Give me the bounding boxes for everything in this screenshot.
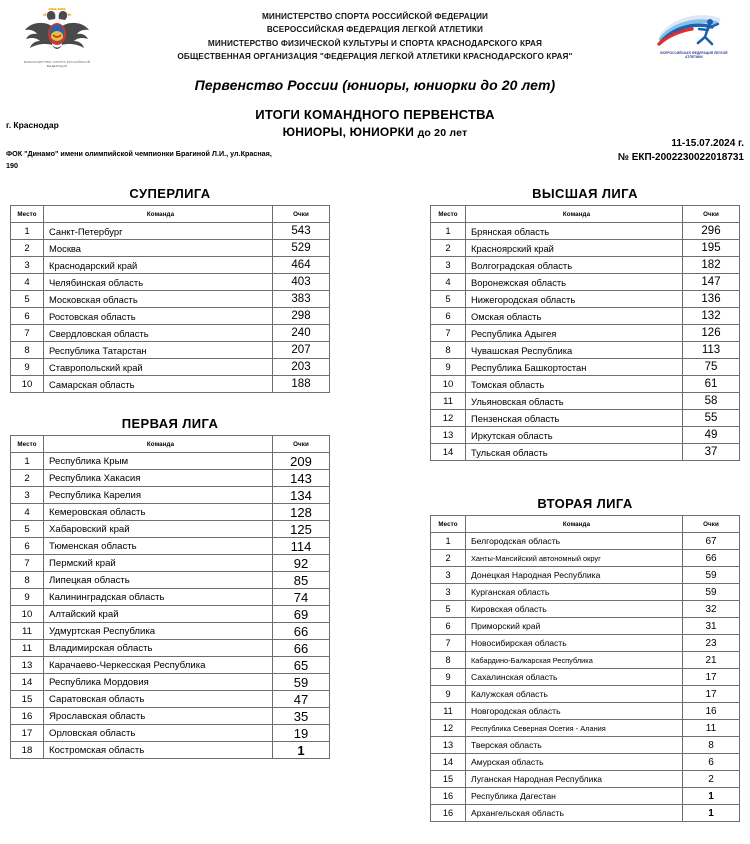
table-row — [11, 742, 330, 759]
cell-rank: 9 — [431, 686, 466, 703]
cell-points: 543 — [273, 223, 330, 240]
cell-points: 66 — [273, 640, 330, 657]
cell-team: Республика Мордовия — [44, 674, 273, 691]
cell-team: Ростовская область — [44, 308, 273, 325]
cell-team: Амурская область — [466, 754, 683, 771]
cell-rank: 7 — [11, 325, 44, 342]
superleague-rows — [11, 223, 330, 393]
cell-team: Белгородская область — [466, 533, 683, 550]
cell-rank: 11 — [431, 703, 466, 720]
table-row — [431, 669, 740, 686]
cell-points: 85 — [273, 572, 330, 589]
cell-points: 143 — [273, 470, 330, 487]
cell-team: Свердловская область — [44, 325, 273, 342]
table-row — [11, 223, 330, 240]
cell-team: Воронежская область — [466, 274, 683, 291]
table-row — [431, 376, 740, 393]
cell-points: 19 — [273, 725, 330, 742]
second-league-block — [430, 496, 740, 822]
cell-team: Алтайский край — [44, 606, 273, 623]
results-subtitle-main: ЮНИОРЫ, ЮНИОРКИ — [282, 124, 415, 139]
cell-rank: 8 — [11, 572, 44, 589]
table-row — [11, 240, 330, 257]
table-row — [11, 487, 330, 504]
cell-points: 1 — [683, 788, 740, 805]
results-subtitle-small: до 20 лет — [417, 126, 468, 139]
column-header-rank: Место — [431, 206, 466, 223]
cell-rank: 10 — [11, 376, 44, 393]
table-row — [431, 771, 740, 788]
table-row — [431, 291, 740, 308]
cell-rank: 3 — [431, 584, 466, 601]
column-header-team: Команда — [466, 516, 683, 533]
cell-team: Костромская область — [44, 742, 273, 759]
cell-rank: 6 — [431, 308, 466, 325]
higher-league-title: ВЫСШАЯ ЛИГА — [532, 186, 638, 201]
championship-title: Первенство России (юниоры, юниорки до 20 лет) — [194, 76, 556, 93]
cell-points: 17 — [683, 669, 740, 686]
table-row — [11, 623, 330, 640]
cell-team: Орловская область — [44, 725, 273, 742]
table-row — [11, 453, 330, 470]
org-line-2: ВСЕРОССИЙСКАЯ ФЕДЕРАЦИЯ ЛЕГКОЙ АТЛЕТИКИ — [266, 25, 484, 35]
cell-rank: 10 — [431, 376, 466, 393]
cell-points: 128 — [273, 504, 330, 521]
column-header-rank: Место — [11, 206, 44, 223]
cell-rank: 14 — [431, 754, 466, 771]
cell-team: Ульяновская область — [466, 393, 683, 410]
cell-points: 75 — [683, 359, 740, 376]
cell-rank: 15 — [11, 691, 44, 708]
table-row — [431, 410, 740, 427]
table-row — [11, 359, 330, 376]
cell-team: Курганская область — [466, 584, 683, 601]
cell-team: Ханты-Мансийский автономный округ — [466, 550, 683, 567]
cell-team: Республика Адыгея — [466, 325, 683, 342]
city-label: г. Краснодар — [6, 120, 59, 130]
cell-team: Республика Северная Осетия - Алания — [466, 720, 683, 737]
table-row — [11, 308, 330, 325]
table-row — [11, 274, 330, 291]
table-row — [431, 584, 740, 601]
cell-points: 23 — [683, 635, 740, 652]
cell-team: Москва — [44, 240, 273, 257]
cell-points: 113 — [683, 342, 740, 359]
table-row — [431, 805, 740, 822]
table-row — [11, 691, 330, 708]
cell-rank: 9 — [431, 359, 466, 376]
cell-points: 66 — [683, 550, 740, 567]
cell-rank: 9 — [11, 359, 44, 376]
table-row — [431, 444, 740, 461]
cell-team: Сахалинская область — [466, 669, 683, 686]
table-row — [431, 427, 740, 444]
cell-team: Республика Татарстан — [44, 342, 273, 359]
cell-points: 92 — [273, 555, 330, 572]
cell-team: Республика Карелия — [44, 487, 273, 504]
cell-rank: 6 — [11, 308, 44, 325]
cell-points: 182 — [683, 257, 740, 274]
cell-points: 240 — [273, 325, 330, 342]
cell-rank: 15 — [431, 771, 466, 788]
table-row — [431, 325, 740, 342]
table-row — [431, 618, 740, 635]
table-row — [431, 567, 740, 584]
cell-team: Калужская область — [466, 686, 683, 703]
cell-rank: 16 — [431, 805, 466, 822]
cell-points: 464 — [273, 257, 330, 274]
cell-rank: 9 — [431, 669, 466, 686]
table-row — [431, 308, 740, 325]
cell-team: Приморский край — [466, 618, 683, 635]
cell-rank: 3 — [11, 257, 44, 274]
event-dates-block — [618, 137, 744, 165]
table-row — [431, 223, 740, 240]
cell-team: Брянская область — [466, 223, 683, 240]
table-row — [11, 342, 330, 359]
table-row — [11, 589, 330, 606]
first-league-rows — [11, 453, 330, 759]
org-line-4: ОБЩЕСТВЕННАЯ ОРГАНИЗАЦИЯ "ФЕДЕРАЦИЯ ЛЕГКОЙ АТЛЕТИКИ КРАСНОДАРСКОГО КРАЯ" — [177, 52, 573, 62]
cell-points: 61 — [683, 376, 740, 393]
cell-rank: 16 — [11, 708, 44, 725]
cell-points: 11 — [683, 720, 740, 737]
cell-team: Карачаево-Черкесская Республика — [44, 657, 273, 674]
ministry-logo-caption: МИНИСТЕРСТВО СПОРТА РОССИЙСКОЙ ФЕДЕРАЦИИ — [23, 60, 91, 68]
superleague-title: СУПЕРЛИГА — [129, 186, 211, 201]
cell-team: Краснодарский край — [44, 257, 273, 274]
table-row — [11, 606, 330, 623]
higher-league-table — [430, 205, 740, 461]
cell-rank: 7 — [431, 325, 466, 342]
cell-team: Новосибирская область — [466, 635, 683, 652]
cell-team: Ярославская область — [44, 708, 273, 725]
cell-points: 383 — [273, 291, 330, 308]
cell-points: 136 — [683, 291, 740, 308]
ekp-number: № ЕКП-2002230022018731 — [617, 152, 744, 163]
cell-team: Кировская область — [466, 601, 683, 618]
cell-rank: 8 — [431, 652, 466, 669]
cell-team: Челябинская область — [44, 274, 273, 291]
cell-team: Нижегородская область — [466, 291, 683, 308]
table-row — [11, 504, 330, 521]
cell-points: 67 — [683, 533, 740, 550]
superleague-table — [10, 205, 330, 393]
cell-rank: 2 — [431, 550, 466, 567]
table-row — [431, 601, 740, 618]
cell-rank: 10 — [11, 606, 44, 623]
table-row — [431, 754, 740, 771]
org-line-1: МИНИСТЕРСТВО СПОРТА РОССИЙСКОЙ ФЕДЕРАЦИИ — [261, 12, 489, 21]
second-league-rows — [431, 533, 740, 822]
table-row — [11, 572, 330, 589]
cell-team: Тюменская область — [44, 538, 273, 555]
column-header-points: Очки — [683, 516, 740, 533]
cell-rank: 4 — [11, 274, 44, 291]
table-row — [11, 521, 330, 538]
table-row — [431, 359, 740, 376]
table-row — [431, 703, 740, 720]
cell-points: 298 — [273, 308, 330, 325]
cell-points: 209 — [273, 453, 330, 470]
vfla-logo-caption: ВСЕРОССИЙСКАЯ ФЕДЕРАЦИЯ ЛЕГКОЙ АТЛЕТИКИ — [660, 51, 728, 59]
cell-points: 65 — [273, 657, 330, 674]
cell-team: Республика Крым — [44, 453, 273, 470]
cell-rank: 11 — [11, 623, 44, 640]
cell-rank: 9 — [11, 589, 44, 606]
column-header-points: Очки — [683, 206, 740, 223]
cell-team: Владимирская область — [44, 640, 273, 657]
table-row — [11, 657, 330, 674]
column-header-team: Команда — [44, 436, 273, 453]
table-row — [431, 393, 740, 410]
cell-rank: 5 — [11, 521, 44, 538]
table-row — [431, 720, 740, 737]
cell-points: 8 — [683, 737, 740, 754]
cell-rank: 16 — [431, 788, 466, 805]
document-header — [0, 0, 750, 180]
cell-team: Волгоградская область — [466, 257, 683, 274]
cell-team: Луганская Народная Республика — [466, 771, 683, 788]
cell-points: 37 — [683, 444, 740, 461]
cell-points: 134 — [273, 487, 330, 504]
first-league-title: ПЕРВАЯ ЛИГА — [121, 416, 219, 431]
table-row — [11, 640, 330, 657]
table-row — [11, 291, 330, 308]
column-header-points: Очки — [273, 206, 330, 223]
table-row — [431, 652, 740, 669]
cell-points: 31 — [683, 618, 740, 635]
cell-points: 47 — [273, 691, 330, 708]
organization-lines — [0, 0, 750, 64]
cell-rank: 14 — [431, 444, 466, 461]
cell-team: Республика Дагестан — [466, 788, 683, 805]
table-row — [431, 274, 740, 291]
cell-points: 55 — [683, 410, 740, 427]
cell-points: 21 — [683, 652, 740, 669]
cell-team: Кабардино-Балкарская Республика — [466, 652, 683, 669]
cell-rank: 14 — [11, 674, 44, 691]
cell-points: 125 — [273, 521, 330, 538]
ministry-of-sport-emblem-logo — [18, 8, 96, 70]
cell-team: Республика Башкортостан — [466, 359, 683, 376]
table-row — [431, 342, 740, 359]
cell-team: Самарская область — [44, 376, 273, 393]
cell-team: Новгородская область — [466, 703, 683, 720]
cell-rank: 3 — [431, 567, 466, 584]
table-row — [11, 538, 330, 555]
cell-rank: 3 — [431, 257, 466, 274]
cell-points: 58 — [683, 393, 740, 410]
cell-rank: 12 — [431, 410, 466, 427]
column-header-rank: Место — [11, 436, 44, 453]
cell-rank: 17 — [11, 725, 44, 742]
cell-team: Иркутская область — [466, 427, 683, 444]
cell-rank: 13 — [431, 737, 466, 754]
cell-rank: 7 — [11, 555, 44, 572]
cell-rank: 1 — [11, 223, 44, 240]
cell-rank: 2 — [431, 240, 466, 257]
cell-points: 6 — [683, 754, 740, 771]
table-header-row — [431, 206, 740, 223]
higher-league-block — [430, 186, 740, 461]
cell-rank: 2 — [11, 240, 44, 257]
cell-points: 188 — [273, 376, 330, 393]
table-header-row — [431, 516, 740, 533]
cell-rank: 4 — [11, 504, 44, 521]
cell-team: Республика Хакасия — [44, 470, 273, 487]
second-league-title: ВТОРАЯ ЛИГА — [537, 496, 633, 511]
cell-points: 114 — [273, 538, 330, 555]
cell-points: 1 — [683, 805, 740, 822]
table-row — [431, 686, 740, 703]
table-row — [431, 240, 740, 257]
cell-points: 126 — [683, 325, 740, 342]
cell-rank: 1 — [11, 453, 44, 470]
venue-address: ФОК "Динамо" имени олимпийской чемпионки Брагиной Л.И., ул.Красная, 190 — [6, 149, 272, 170]
cell-points: 2 — [683, 771, 740, 788]
table-row — [11, 674, 330, 691]
cell-rank: 6 — [431, 618, 466, 635]
cell-team: Тульская область — [466, 444, 683, 461]
results-title: ИТОГИ КОМАНДНОГО ПЕРВЕНСТВА — [255, 106, 495, 122]
cell-team: Кемеровская область — [44, 504, 273, 521]
column-header-team: Команда — [466, 206, 683, 223]
left-column — [10, 186, 330, 759]
higher-league-rows — [431, 223, 740, 461]
org-line-3: МИНИСТЕРСТВО ФИЗИЧЕСКОЙ КУЛЬТУРЫ И СПОРТА КРАСНОДАРСКОГО КРАЯ — [207, 38, 543, 48]
cell-rank: 4 — [431, 274, 466, 291]
cell-team: Московская область — [44, 291, 273, 308]
cell-team: Красноярский край — [466, 240, 683, 257]
right-column — [430, 186, 740, 822]
cell-points: 403 — [273, 274, 330, 291]
first-league-block — [10, 416, 330, 759]
cell-rank: 8 — [11, 342, 44, 359]
cell-team: Донецкая Народная Республика — [466, 567, 683, 584]
cell-points: 59 — [683, 584, 740, 601]
cell-points: 296 — [683, 223, 740, 240]
cell-rank: 8 — [431, 342, 466, 359]
table-row — [431, 257, 740, 274]
cell-team: Пензенская область — [466, 410, 683, 427]
cell-team: Пермский край — [44, 555, 273, 572]
table-row — [431, 550, 740, 567]
table-row — [11, 257, 330, 274]
cell-rank: 5 — [431, 601, 466, 618]
cell-points: 529 — [273, 240, 330, 257]
cell-points: 35 — [273, 708, 330, 725]
table-row — [11, 555, 330, 572]
cell-rank: 2 — [11, 470, 44, 487]
cell-points: 66 — [273, 623, 330, 640]
cell-rank: 11 — [11, 640, 44, 657]
cell-points: 195 — [683, 240, 740, 257]
cell-team: Саратовская область — [44, 691, 273, 708]
cell-points: 203 — [273, 359, 330, 376]
cell-points: 147 — [683, 274, 740, 291]
cell-rank: 1 — [431, 533, 466, 550]
cell-points: 17 — [683, 686, 740, 703]
table-row — [11, 325, 330, 342]
cell-points: 132 — [683, 308, 740, 325]
column-header-rank: Место — [431, 516, 466, 533]
cell-team: Удмуртская Республика — [44, 623, 273, 640]
cell-team: Липецкая область — [44, 572, 273, 589]
cell-team: Санкт-Петербург — [44, 223, 273, 240]
table-row — [431, 788, 740, 805]
cell-points: 59 — [683, 567, 740, 584]
cell-rank: 11 — [431, 393, 466, 410]
cell-points: 207 — [273, 342, 330, 359]
cell-points: 1 — [273, 742, 330, 759]
cell-rank: 13 — [431, 427, 466, 444]
cell-points: 69 — [273, 606, 330, 623]
table-row — [11, 376, 330, 393]
table-row — [11, 470, 330, 487]
column-header-team: Команда — [44, 206, 273, 223]
cell-team: Чувашская Республика — [466, 342, 683, 359]
cell-rank: 1 — [431, 223, 466, 240]
cell-team: Томская область — [466, 376, 683, 393]
cell-team: Омская область — [466, 308, 683, 325]
cell-points: 59 — [273, 674, 330, 691]
table-row — [11, 708, 330, 725]
cell-rank: 18 — [11, 742, 44, 759]
cell-team: Ставропольский край — [44, 359, 273, 376]
cell-team: Тверская область — [466, 737, 683, 754]
cell-rank: 13 — [11, 657, 44, 674]
cell-points: 49 — [683, 427, 740, 444]
cell-team: Калининградская область — [44, 589, 273, 606]
cell-rank: 6 — [11, 538, 44, 555]
table-row — [431, 533, 740, 550]
cell-team: Хабаровский край — [44, 521, 273, 538]
cell-rank: 7 — [431, 635, 466, 652]
table-header-row — [11, 436, 330, 453]
second-league-table — [430, 515, 740, 822]
table-row — [431, 635, 740, 652]
cell-points: 74 — [273, 589, 330, 606]
table-header-row — [11, 206, 330, 223]
cell-points: 32 — [683, 601, 740, 618]
cell-points: 16 — [683, 703, 740, 720]
column-header-points: Очки — [273, 436, 330, 453]
table-row — [431, 737, 740, 754]
vfla-federation-logo — [654, 10, 734, 68]
cell-rank: 5 — [431, 291, 466, 308]
cell-team: Архангельская область — [466, 805, 683, 822]
table-row — [11, 725, 330, 742]
superleague-block — [10, 186, 330, 393]
event-dates: 11-15.07.2024 г. — [671, 138, 744, 149]
first-league-table — [10, 435, 330, 759]
cell-rank: 5 — [11, 291, 44, 308]
cell-rank: 12 — [431, 720, 466, 737]
cell-rank: 3 — [11, 487, 44, 504]
